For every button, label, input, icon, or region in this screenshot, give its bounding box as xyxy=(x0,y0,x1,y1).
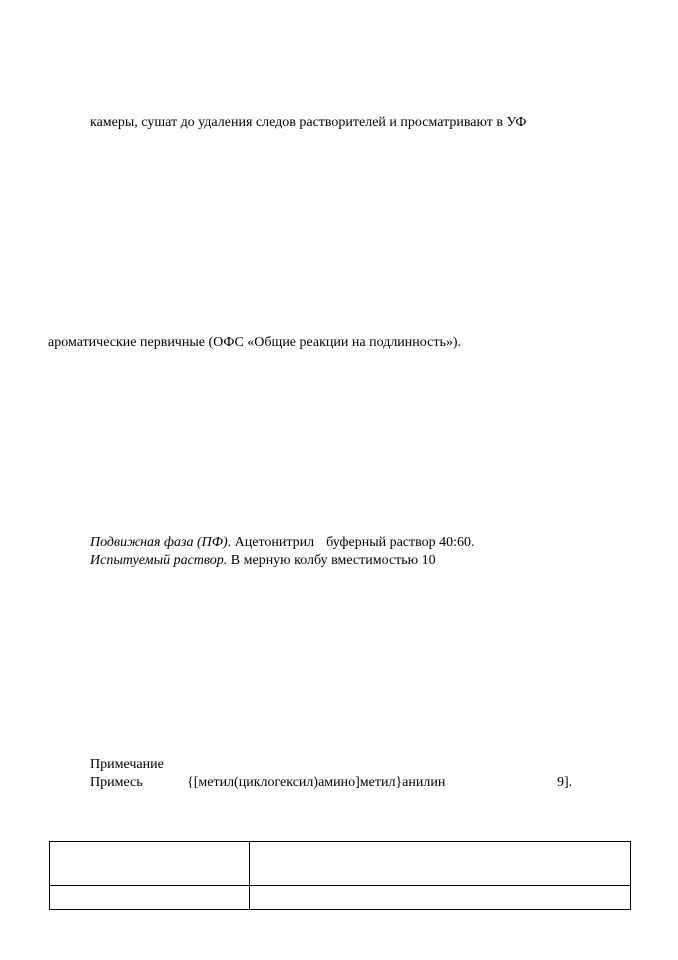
note-heading: Примечание xyxy=(90,757,164,772)
table-cell xyxy=(50,886,250,910)
mobile-phase-paragraph xyxy=(90,535,475,551)
table-cell xyxy=(250,886,631,910)
test-solution-paragraph xyxy=(90,553,436,569)
test-solution-label: Испытуемый раствор. xyxy=(90,553,228,568)
table-cell xyxy=(250,842,631,886)
impurity-reference: 9]. xyxy=(557,775,573,790)
mobile-phase-text-a: . Ацетонитрил xyxy=(227,535,315,550)
text-line-uv-viewing: камеры, сушат до удаления следов растворителей и просматривают в УФ xyxy=(90,115,527,130)
data-table xyxy=(49,841,631,910)
table-row xyxy=(50,886,631,910)
table-row xyxy=(50,842,631,886)
impurity-name: {[метил(циклогексил)амино]метил}анилин xyxy=(187,775,446,790)
impurity-label: Примесь xyxy=(90,775,143,790)
text-line-aromatic-amines: ароматические первичные (ОФС «Общие реакции на подлинность»). xyxy=(48,335,462,350)
table-cell xyxy=(50,842,250,886)
mobile-phase-text-b: буферный раствор 40:60. xyxy=(326,535,475,550)
impurity-line xyxy=(90,775,572,791)
mobile-phase-label: Подвижная фаза (ПФ) xyxy=(90,535,228,550)
test-solution-text: В мерную колбу вместимостью 10 xyxy=(227,553,436,568)
